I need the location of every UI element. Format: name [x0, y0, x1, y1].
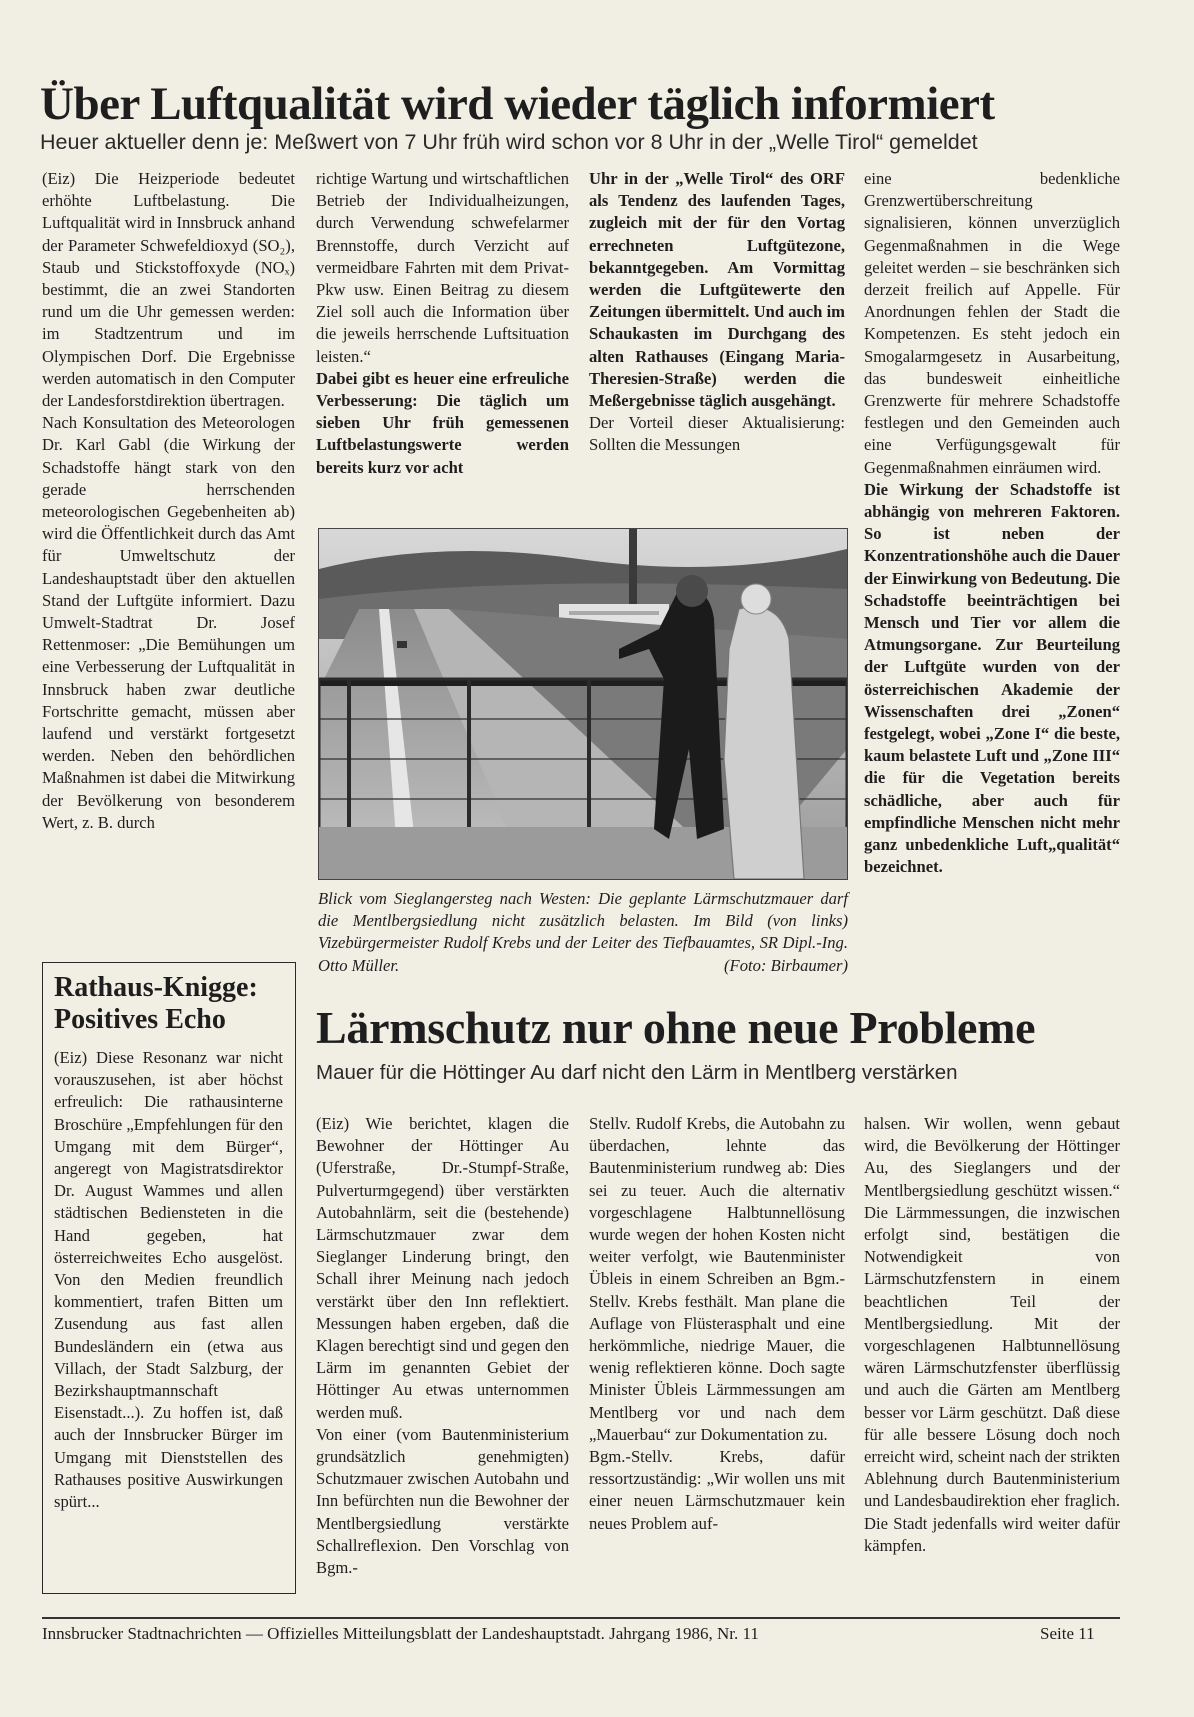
paragraph: Von einer (vom Bautenministerium grundsätzlich genehmigten) Schutzmauer zwischen Autobahn und Inn befürchten nun die Bewohner der Mentlbergsiedlung verstärkte Schallreflexion. Den Vorschlag von Bgm.-: [316, 1424, 569, 1578]
article-subheadline: Heuer aktueller denn je: Meßwert von 7 Uhr früh wird schon vor 8 Uhr in der „Welle Tirol“ gemeldet: [40, 130, 978, 154]
article2-column-2: [589, 1113, 845, 1605]
article-column-4: [864, 168, 1120, 983]
paragraph: Stellv. Rudolf Krebs, die Autobahn zu überdachen, lehnte das Bautenministerium rundweg ab: Dies sei zu teuer. Auch die alternativ vorgeschlagene Halbtunnellösung wurde wegen der hohen Kosten nicht weiter verfolgt, wie Bautenminister Übleis in einem Schreiben an Bgm.-Stellv. Krebs festhält. Man plane die Auflage von Flüsterasphalt und eine herkömmliche, niedrige Mauer, die wenig reflektieren könne. Doch sagte Minister Übleis Lärmmessungen am Mentlberg vor und nach dem „Mauerbau“ zur Dokumentation zu.: [589, 1114, 845, 1444]
page-number: Seite 11: [1040, 1624, 1095, 1643]
photo-caption: [318, 888, 848, 977]
sidebar-text: (Eiz) Diese Resonanz war nicht vorauszusehen, ist aber höchst erfreulich: Die rathausinterne Broschüre „Empfehlungen für den Umgang mit dem Bürger“, angeregt von Magistratsdirektor Dr. August Wammes und allen städtischen Bediensteten in die Hand gegeben, hat österreichweites Echo ausgelöst. Von den Medien freundlich kommentiert, trafen Bitten um Zusendung aus fast allen Bundesländern ein (etwa aus Villach, der Stadt Salzburg, der Bezirkshauptmannschaft Eisenstadt...). Zu hoffen ist, daß auch der Innsbrucker Bürger im Umgang mit Dienststellen des Rathauses positive Auswirkungen spürt...: [54, 1048, 283, 1512]
paragraph: Nach Konsultation des Meteorologen Dr. Karl Gabl (die Wirkung der Schadstoffe hängt stark von den gerade herrschenden meteorologischen Gegebenheiten ab) wird die Öffentlichkeit durch das Amt für Umweltschutz der Landeshauptstadt über den aktuellen Stand der Luftgüte informiert. Dazu Umwelt-Stadtrat Dr. Josef Rettenmoser: „Die Bemühungen um eine Verbesserung der Luftqualität in Innsbruck haben zwar deutliche Fortschritte gemacht, müssen aber laufend und verstärkt fortgesetzt werden. Neben den behördlichen Maßnahmen ist dabei die Mitwirkung der Bevölkerung von besonderem Wert, z. B. durch: [42, 413, 295, 832]
paragraph: (Eiz) Die Heizperiode bedeutet erhöhte Luftbelastung. Die Luftqualität wird in Innsbruck anhand der Parameter Schwefeldioxyd (SO₂), Staub und Stickstoffoxyde (NOₓ) bestimmt, die an zwei Standorten rund um die Uhr gemessen werden: im Stadtzentrum und im Olympischen Dorf. Die Ergebnisse werden automatisch in den Computer der Landesforstdirektion übertragen.: [42, 169, 295, 411]
bridge-photo-illustration: [319, 529, 847, 879]
paragraph: eine bedenkliche Grenzwertüberschreitung signalisieren, können unverzüglich Gegenmaßnahmen in die Wege geleitet werden – sie beschränken sich derzeit freilich auf Appelle. Für Anordnungen fehlen der Stadt die Kompetenzen. Es steht jedoch ein Smogalarmgesetz in Ausarbeitung, das bundesweit einheitliche Grenzwerte für mehrere Schadstoffe festlegen und den Gemeinden auch eine Verfügungsgewalt für Gegenmaßnahmen einräumen wird.: [864, 169, 1120, 477]
paragraph: (Eiz) Wie berichtet, klagen die Bewohner der Höttinger Au (Uferstraße, Dr.-Stumpf-Straße, Pulverturmgegend) über verstärkten Autobahnlärm, seit die (bestehende) Lärmschutzmauer zwar dem Sieglanger Linderung bringt, den Schall ihrer Meinung nach jedoch verstärkt über den Inn reflektiert. Messungen haben ergeben, daß die Klagen berechtigt sind und gegen den Lärm im genannten Gebiet der Höttinger Au etwas unternommen werden muß.: [316, 1114, 569, 1422]
article-headline: Über Luftqualität wird wieder täglich informiert: [40, 78, 995, 130]
footer-masthead: Innsbrucker Stadtnachrichten — Offizielles Mitteilungsblatt der Landeshauptstadt. Jahrgang 1986, Nr. 11: [42, 1624, 759, 1643]
footer-divider: [42, 1617, 1120, 1619]
article2-column-1: [316, 1113, 569, 1605]
paragraph: halsen. Wir wollen, wenn gebaut wird, die Bevölkerung der Höttinger Au, des Sieglangers und der Mentlbergsiedlung geschützt wissen.“ Die Lärmmessungen, die inzwischen erfolgt sind, bestätigen die Notwendigkeit von Lärmschutzfenstern in einem beachtlichen Teil der Mentlbergsiedlung. Mit der vorgeschlagenen Halbtunnellösung wären Lärmschutzfenster überflüssig und auch die Gärten am Mentlberg besser vor Lärm geschützt. Daß diese für alle bessere Lösung doch noch erreicht wird, scheint nach der strikten Ablehnung durch Bautenministerium und Landesbaudirektion eher fraglich. Die Stadt jedenfalls wird weiter dafür kämpfen.: [864, 1114, 1120, 1555]
article-column-3: [589, 168, 845, 513]
article-column-1: [42, 168, 295, 938]
article-column-2: [316, 168, 569, 513]
article2-column-3: [864, 1113, 1120, 1605]
caption-text: Blick vom Sieglangersteg nach Westen: Die geplante Lärmschutzmauer darf die Mentlbergsiedlung nicht zusätzlich belasten. Im Bild (von links) Vizebürgermeister Rudolf Krebs und der Leiter des Tiefbauamtes, SR Dipl.-Ing. Otto Müller.: [318, 889, 848, 975]
news-photo: [318, 528, 848, 880]
paragraph: Bgm.-Stellv. Krebs, dafür ressortzuständig: „Wir wollen uns mit einer neuen Lärmschutzmauer kein neues Problem auf-: [589, 1447, 845, 1533]
paragraph-bold: Die Wirkung der Schadstoffe ist abhängig von mehreren Faktoren. So ist neben der Konzentrationshöhe auch die Dauer der Einwirkung von Bedeutung. Die Schadstoffe beeinträchtigen bei Mensch und Tier vor allem die Atmungsorgane. Zur Beurteilung der Luftgüte wurden von der österreichischen Akademie der Wissenschaften drei „Zonen“ festgelegt, wobei „Zone I“ die beste, kaum belastete Luft und „Zone III“ die für die Vegetation bereits schädliche, aber auch für empfindliche Menschen nicht mehr ganz unbedenkliche Luft„qualität“ bezeichnet.: [864, 479, 1120, 877]
paragraph: richtige Wartung und wirtschaftlichen Betrieb der Individualheizungen, durch Verwendung schwefelarmer Brennstoffe, durch Verzicht auf vermeidbare Fahrten mit dem Privat-Pkw usw. Einen Beitrag zu diesem Ziel soll auch die Information über die jeweils herrschende Luftsituation leisten.“: [316, 169, 569, 366]
paragraph: Der Vorteil dieser Aktualisierung: Sollten die Messungen: [589, 413, 845, 455]
paragraph-bold: Uhr in der „Welle Tirol“ des ORF als Tendenz des laufenden Tages, zugleich mit der für den Vortag errechneten Luftgütezone, bekanntgegeben. Am Vormittag werden die Luftgütewerte den Zeitungen übermittelt. Und auch im Schaukasten im Durchgang des alten Rathauses (Eingang Maria-Theresien-Straße) werden die Meßergebnisse täglich ausgehängt.: [589, 169, 845, 411]
article2-headline: Lärmschutz nur ohne neue Probleme: [316, 1002, 1036, 1053]
photo-credit: (Foto: Birbaumer): [724, 955, 848, 975]
paragraph-bold: Dabei gibt es heuer eine erfreuliche Verbesserung: Die täglich um sieben Uhr früh gemessenen Luftbelastungswerte werden bereits kurz vor acht: [316, 368, 569, 477]
article2-subheadline: Mauer für die Höttinger Au darf nicht den Lärm in Mentlberg verstärken: [316, 1061, 958, 1084]
sidebar-title: Rathaus-Knigge: Positives Echo: [54, 972, 258, 1035]
